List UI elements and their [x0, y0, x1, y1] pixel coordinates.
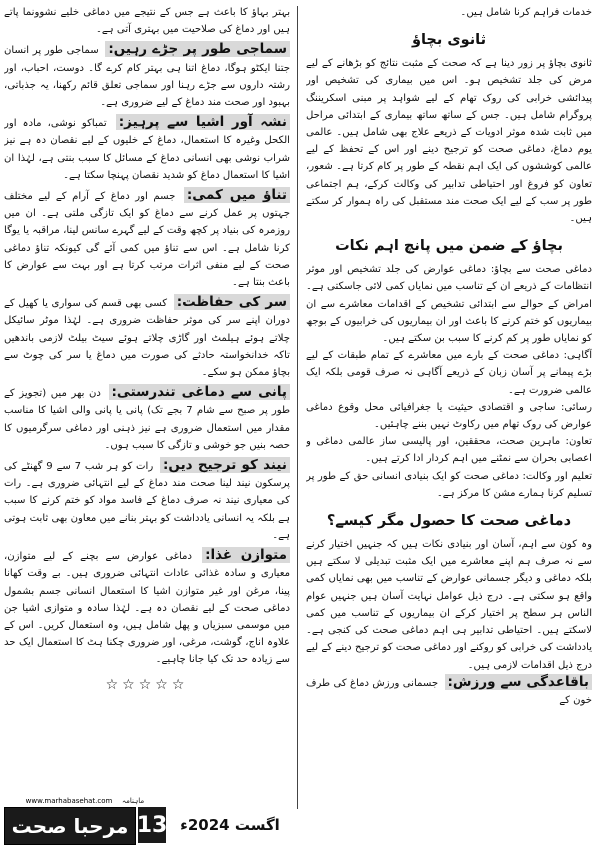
left-lead-text: بہتر بہاؤ کا باعث ہے جس کے نتیجے میں دماغی خلیے نشوونما پاتے ہیں اور دماغ کی صلاحیت میں بہتری آتی ہے۔ — [4, 7, 290, 36]
brand-tagline: ماہنامہ — [122, 797, 145, 805]
column-divider — [297, 6, 298, 809]
diet-paragraph — [4, 547, 290, 668]
how-to-body: وہ کون سے اہم، آسان اور بنیادی نکات ہیں کہ جنہیں اختیار کرنے سے نہ صرف ہم اپنے معاشرے میں ایک مثبت تبدیلی لا سکتے ہیں بلکہ دماغی و دیگر جسمانی عوارض کے تناسب میں بھی نمایاں کمی واقع ہو سکتی ہے۔ درج ذیل عوامل نہایت آسان ہیں جنہیں عوام الناس ہر سطح پر اختیار کرکے ان بیماریوں کے تناسب میں کمی لاسکتے ہیں۔ احتیاطی تدابیر ہی اہم دماغی صحت کی کنجی ہے۔ یادداشت کی خرابی کو روکنے اور دماغی صحت کو ترجیح دینے کے لیے درج ذیل اقدامات لازمی ہیں۔ — [306, 539, 592, 671]
website-url[interactable]: www.marhabasehat.com — [25, 797, 113, 805]
social-body: سماجی طور پر انسان جتنا ایکٹو ہوگا، دماغ اتنا ہی بہتر کام کرے گا۔ دوست، احباب، اور رشتہ داروں سے جڑے رہنا اور سماجی تعلق قائم رکھنا، یہ جذباتی، بہبود اور صحت مند دماغ کے لیے ضروری ہے۔ — [4, 45, 290, 109]
lead-text: خدمات فراہم کرنا شامل ہیں۔ — [460, 7, 592, 18]
section-heading-five-points: بچاؤ کے ضمن میں پانچ اہم نکات — [335, 238, 563, 255]
point-cooperation: تعاون: ماہرین صحت، محققین، اور پالیسی ساز عالمی دماغی و اعصابی بحران سے نمٹنے میں اہم کردار ادا کرتے ہیں۔ — [306, 436, 592, 465]
section-heading-secondary-prevention: ثانوی بچاؤ — [411, 32, 487, 49]
drugs-paragraph — [4, 114, 290, 184]
drugs-body: تمباکو نوشی، مادہ اور الکحل وغیرہ کا استعمال، دماغ کے خلیوں کے لیے نقصان دہ ہے نیز شراب نوشی بھی انسانی دماغ کے مسائل کا سبب بنتی ہے، لہٰذا ان اشیا کا استعمال دماغ کو شدید نقصان پہنچا سکتا ہے۔ — [4, 118, 290, 181]
five-points-body: دماغی صحت سے بچاؤ: دماغی عوارض کی جلد تشخیص اور موثر انتظامات کے ذریعے ان کے تناسب میں نمایاں کمی لائی جاسکتی ہے۔ امراض کے حوالے سے ابتدائی تشخیص کے اقدامات معاشرے سے ان بیماریوں کو ختم کرنے کا باعث اور ان بیماریوں کی خرابیوں کے بوجھ کو نمایاں طور پر کم کرنے کا سبب بن سکتے ہیں۔ — [306, 264, 592, 345]
stress-body: جسم اور دماغ کے آرام کے لیے مختلف جہتوں پر عمل کرنے سے دماغ کو ایک تازگی ملتی ہے۔ ان میں روزمرہ کی بنیاد پر کچھ وقت کے لیے گہرے سانس لینا، مراقبہ یا یوگا کرنا شامل ہے۔ اس سے تناؤ میں کمی آئے گی کیونکہ تناؤ دماغی صحت کے لیے منفی اثرات مرتب کرتا ہے اور بہت سے عوارض کا باعث بنتا ہے۔ — [4, 191, 290, 289]
sleep-paragraph — [4, 457, 290, 544]
stress-heading: تناؤ میں کمی: — [184, 187, 290, 203]
sleep-heading: نیند کو ترجیح دیں: — [160, 457, 290, 473]
water-paragraph — [4, 384, 290, 454]
point-awareness: آگاہی: دماغی صحت کے بارے میں معاشرے کے تمام طبقات کے لیے بڑے پیمانے پر آسان زبان کے ذریعے آگاہی نہ صرف قومی بلکہ ایک عالمی ضرورت ہے۔ — [306, 350, 592, 396]
social-heading: سماجی طور پر جڑے رہیں: — [105, 41, 290, 57]
exercise-body: جسمانی ورزش دماغ کی طرف خون کے — [306, 677, 592, 706]
point-education: تعلیم اور وکالت: دماغی صحت کو ایک بنیادی انسانی حق کے طور پر تسلیم کرنا ہمارے مشن کا مرکز ہے۔ — [306, 470, 592, 499]
drugs-heading: نشہ آور اشیا سے پرہیز: — [116, 114, 290, 130]
exercise-heading: باقاعدگی سے ورزش: — [445, 674, 592, 690]
end-stars: ☆☆☆☆☆ — [105, 676, 189, 693]
head-paragraph — [4, 294, 290, 381]
right-column — [306, 4, 592, 809]
point-access: رسائی: ساجی و اقتصادی حیثیت یا جغرافیائی محل وقوع دماغی عوارض کی روک تھام میں رکاوٹ نہیں بننے چاہئیں۔ — [306, 401, 592, 431]
brand-logo: مرحبا صحت — [4, 807, 136, 845]
head-heading: سر کی حفاظت: — [174, 294, 290, 310]
stress-paragraph — [4, 187, 290, 291]
diet-heading: متوازن غذا: — [202, 547, 290, 563]
sleep-body: رات کو ہر شب 7 سے 9 گھنٹے کی پرسکون نیند لینا صحت مند دماغ کے لیے انتہائی ضروری ہے۔ رات کی معیاری نیند نہ صرف دماغ کے فاسد مواد کو ختم کرنے کا سبب ہے بلکہ یہ انسانی یادداشت کو بہتر بنانے میں معاون بھی ثابت ہوتی ہے۔ — [4, 461, 290, 541]
diet-body: دماغی عوارض سے بچنے کے لیے متوازن، معیاری و سادہ غذائی عادات انتہائی ضروری ہیں۔ بے وقت کھانا پینا، مرغن اور غیر متوازن اشیا کا استعمال انسانی جسم بشمول دماغی صحت کے لیے نقصان دہ ہے۔ لہٰذا سادہ و متوازی اشیا جن میں موسمی سبزیاں و پھل شامل ہیں، وہ استعمال کریں۔ اس کے علاوہ اناج، گوشت، مرغی، اور ضروری چکنا ہٹ کا استعمال ایک حد سے زیادہ حد تک کیا جانا چاہیے۔ — [4, 551, 290, 666]
water-heading: پانی سے دماغی تندرستی: — [109, 384, 290, 400]
left-column — [4, 4, 290, 809]
secondary-prevention-body: ثانوی بچاؤ پر زور دینا ہے کہ صحت کے مثبت نتائج کو بڑھانے کے لیے مرض کی جلد تشخیص ہو۔ اس میں بیماری کی تشخیص اور پیدائشی خرابی کی روک تھام کے لیے شواہد پر مبنی اسکریننگ پروگرام شامل ہیں۔ جس کے ساتھ ساتھ بیماری کے ابتدائی مراحل میں ثابت شدہ موثر ادویات کے ذریعے علاج بھی شامل ہیں۔ عالمی یوم دماغ، دماغی صحت کو ترجیح دینے اور اس کے تحفظ کے لیے عالمی کوششوں کی ایک اہم نقطہ کے طور پر کام کرتا ہے۔ شعور، تعاون کو فروغ اور احتیاطی تدابیر کی وکالت کرکے، ہم اجتماعی طور پر سب کے لیے ایک صحت مند مستقبل کی راہ ہموار کر سکتے ہیں۔ — [306, 58, 592, 225]
social-paragraph — [4, 41, 290, 111]
issue-date: اگست 2024ء — [180, 816, 280, 834]
page-number: 13 — [138, 807, 166, 843]
water-body: دن بھر میں (تجویز کے طور پر صبح سے شام 7 بجے تک) پانی یا پانی والی اشیا کا مناسب مقدار میں استعمال ضروری ہے نیز ذہنی اور دماغی سرگرمیوں کا حصہ بنیں جو خوشی و تازگی کا سبب ہوں۔ — [4, 388, 290, 451]
section-heading-how-to: دماغی صحت کا حصول مگر کیسے؟ — [326, 513, 572, 530]
head-body: کسی بھی قسم کی سواری یا کھیل کے دوران اپنے سر کی موثر حفاظت ضروری ہے۔ لہٰذا موٹر سائیکل چلاتے ہوئے ہیلمٹ اور گاڑی چلاتے ہوئے سیٹ بیلٹ لازمی باندھیں تاکہ خدانخواستہ حادثے کی صورت میں دماغ یا سر کی چوٹ سے بچاؤ ممکن ہو سکے۔ — [4, 298, 290, 379]
exercise-paragraph — [306, 674, 592, 709]
page-footer — [4, 797, 298, 845]
